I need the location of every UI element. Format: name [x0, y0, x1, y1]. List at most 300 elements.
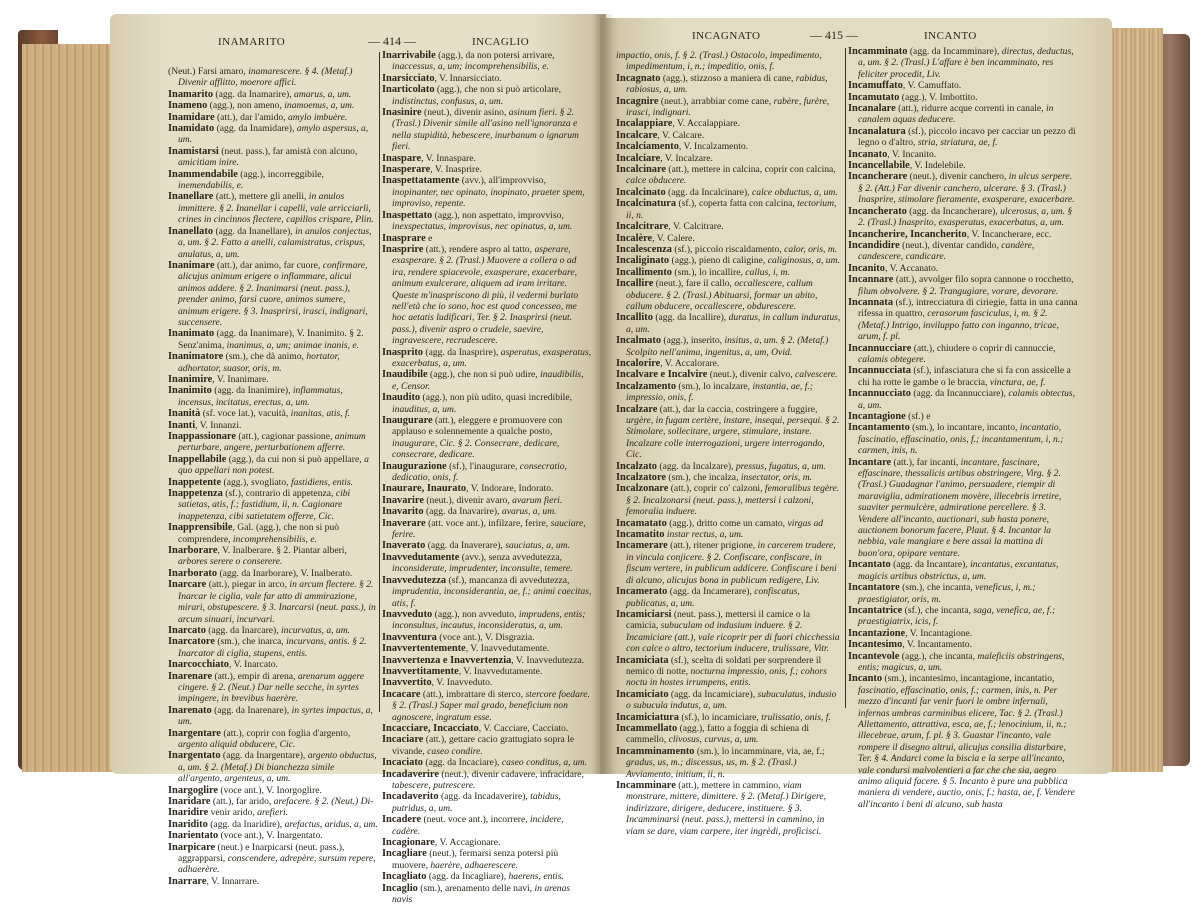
entry-definition: , V. Innarsicciato. — [434, 72, 502, 84]
entry-headword: Incalciamento — [616, 141, 679, 153]
entry-definition: (neut.), fare il callo, — [653, 278, 735, 290]
entry-headword: Incantevole — [848, 650, 900, 662]
left-page-column-2 — [382, 50, 592, 905]
dictionary-entry — [382, 666, 592, 677]
entry-definition: (agg. da Inamarire), — [213, 88, 295, 100]
entry-latin: occallescere, callum obducere. § 2. (Trasl.) Abituarsi, formar un abito, callum obducere, occallescere, obdurescere. — [626, 278, 818, 312]
dictionary-entry — [168, 807, 378, 818]
entry-latin: rabidus, rabiosus, a, um. — [626, 72, 828, 96]
dictionary-entry — [382, 643, 592, 654]
entry-definition: , V. Inasprire. — [430, 164, 482, 176]
entry-definition: , V. Incantagione. — [905, 627, 973, 639]
entry-definition: (att.), piegar in arco, — [206, 579, 290, 591]
dictionary-entry — [848, 46, 1078, 80]
entry-latin: in arcum flectere. § 2. Inarcar le ciglia, vale far atto di ammirazione, mirari, obstupescere. § 3. Inarcarsi (neut. pass.), in arcum sinuari, incurvari. — [178, 579, 376, 625]
entry-latin: filum obvolvere. § 2. Trangugiare, vorare, devorare. — [858, 285, 1059, 297]
entry-headword: Incannucciata — [848, 365, 911, 377]
entry-headword: Incalcinato — [616, 186, 666, 198]
entry-definition: (att.), ritener prigione, — [667, 540, 758, 552]
entry-headword: Incannucciato — [848, 388, 911, 400]
entry-headword: Inappellabile — [168, 453, 227, 465]
entry-definition: , V. Inarcato. — [229, 659, 278, 671]
entry-definition: (sm.), lo incantare, incanto, — [909, 422, 1020, 434]
entry-headword: Inanimatore — [168, 351, 224, 363]
entry-latin: inanimus, a, um; animae inanis, e. — [226, 339, 360, 351]
entry-headword: Incamiciarsi — [616, 608, 672, 620]
entry-definition: (neut. voce ant.), incorrere, — [421, 814, 531, 826]
entry-headword: Incagliare — [382, 848, 427, 860]
entry-definition: , V. Incalzamento. — [678, 141, 749, 153]
entry-latin: incantatus, excantatus, magicis artibus obstrictus, a, um. — [858, 559, 1059, 582]
entry-latin: caseo condire. — [427, 745, 483, 757]
entry-latin: subuculam od indusium induere. § 2. Incamiciare (att.), vale ricoprir per di fuori chicchessia con calce o altro, tectorium inducere, trulissare, Vitr. — [626, 620, 840, 655]
entry-headword: Incalorire — [616, 357, 661, 369]
dictionary-entry — [616, 335, 842, 358]
dictionary-entry — [168, 819, 378, 830]
dictionary-entry — [168, 796, 378, 807]
entry-headword: Inanimire — [168, 373, 213, 385]
dictionary-entry — [848, 206, 1078, 229]
dictionary-entry — [382, 723, 592, 734]
entry-definition: (agg. da Incagliare), — [426, 871, 509, 883]
entry-definition: (att.), coprir con foglia d'argento, — [220, 727, 351, 739]
dictionary-entry — [382, 153, 592, 164]
dictionary-entry — [616, 187, 842, 198]
entry-latin: incomprehensibilis, e. — [232, 533, 317, 545]
dictionary-entry — [168, 100, 378, 111]
dictionary-entry — [848, 126, 1078, 149]
entry-definition: (neut.), fermarsi senza potersi più muovere, — [392, 848, 559, 871]
entry-definition: (agg. da Incadaverire), — [438, 791, 531, 803]
entry-definition: (agg.), che non si può udire, — [427, 369, 541, 381]
entry-definition: (agg. da Inasprire), — [423, 346, 501, 358]
entry-headword: Inavventura — [382, 631, 437, 643]
entry-definition: (agg. da Inargentare), — [220, 750, 308, 762]
entry-headword: Inavvedutamente — [382, 551, 460, 563]
entry-definition: (agg. da Inamidare), — [214, 123, 297, 135]
entry-latin: inauditus, a, um. — [392, 403, 457, 415]
dictionary-entry — [616, 221, 842, 232]
entry-latin: calvescere. — [795, 369, 838, 381]
entry-latin: caseo conditus, a, um. — [501, 757, 588, 769]
entry-headword: Inavvedutezza — [382, 574, 447, 586]
entry-headword: Incamatato — [616, 517, 667, 529]
entry-headword: Incantare — [848, 456, 892, 468]
dictionary-entry — [616, 153, 842, 164]
entry-latin: fascinatio, effascinatio, onis, f.; carmen, inis, n. Per mezzo d'incanti far venir fuori le ombre infernali, infernas umbras carminibus elicere, Tac. § 2. (Trasl.) Allettamento, attrattiva, esca, ae, f.; lenocinium, ii, n.; illecebrae, arum, f. pl. § 3. Guastar l'incanto, vale rompere il disegno altrui, alicujus consilia disturbare, Ter. § 4. Andarci come la biscia e la serpe all'incanto, vale condursi malvolentieri a far che che sia, aegro animo aliquid facere. § 5. Incanto è pure una pubblica maniera di vendere, auctio, onis, f.; hasta, ae, f. Vendere all'incanto i beni di alcuno, sub hasta — [858, 684, 1075, 810]
dictionary-entry — [382, 518, 592, 541]
dictionary-entry — [848, 365, 1078, 388]
dictionary-entry — [848, 673, 1078, 810]
entry-headword: Incantatrice — [848, 604, 903, 616]
entry-headword: Inasprare — [382, 232, 426, 244]
entry-definition: (agg.), stizzoso a maniera di cane, — [660, 72, 796, 84]
entry-headword: Inanellare — [168, 191, 214, 203]
dictionary-entry — [616, 586, 842, 609]
entry-definition: (agg. da Inarcare), — [205, 624, 282, 636]
entry-definition: (sm.), arenamento delle navi, — [417, 882, 535, 894]
right-column-rule — [845, 48, 846, 708]
entry-headword: Incamerato — [616, 586, 668, 598]
dictionary-entry — [616, 461, 842, 472]
entry-headword: Inanellato — [168, 225, 214, 237]
entry-latin: pressus, fugatus, a, um. — [735, 460, 826, 472]
entry-definition: (att.), dar l'amido, — [214, 111, 288, 123]
dictionary-entry — [168, 568, 378, 579]
dictionary-entry — [616, 130, 842, 141]
dictionary-entry — [382, 73, 592, 84]
entry-headword: Inaugurare — [382, 415, 433, 426]
dictionary-entry — [616, 50, 842, 73]
entry-latin: viam monstrare, mittere, dimittere. § 2. (Metaf.) Dirigere, indirizzare, dirigere, deducere, instituere. § 3. Incamminarsi (neut. pass.), mettersi in cammino, in viam se dare, viam carpere, iter ingrèdi, proficisci. — [626, 780, 827, 837]
entry-definition: (sf.), intrecciatura di ciriegie, fatta in una canna rifessa in quattro, — [858, 296, 1078, 320]
entry-definition: (att.), mettere gli anelli, — [213, 191, 309, 203]
entry-latin: duratus, in callum induratus, a, um. — [626, 312, 841, 335]
left-page-column-1 — [168, 66, 378, 887]
entry-headword: Inaridire — [168, 807, 209, 819]
entry-headword: Incantazione — [848, 627, 906, 639]
dictionary-entry — [616, 118, 842, 129]
entry-latin: arenarum aggere cingere. § 2. (Neut.) Dar nelle secche, in syrtes impingere, in brevibus haerère. — [178, 670, 365, 705]
entry-latin: avarum fieri. — [512, 494, 563, 506]
dictionary-entry — [848, 388, 1078, 411]
entry-headword: Inammendabile — [168, 168, 238, 180]
entry-latin: calor, oris, m. — [784, 243, 838, 255]
entry-definition: , Gal. (agg.), che non si può comprendere, — [178, 522, 340, 545]
entry-latin: trulissatio, onis, f. — [761, 711, 831, 723]
entry-definition: , V. Incantamento. — [902, 639, 972, 651]
dictionary-entry — [616, 233, 842, 244]
entry-headword: Incanalare — [848, 103, 896, 115]
entry-headword: Incacare — [382, 688, 421, 700]
dictionary-entry — [168, 260, 378, 328]
entry-headword: Incallire — [616, 278, 654, 290]
dictionary-entry — [168, 351, 378, 374]
entry-headword: Inarpicare — [168, 841, 216, 853]
dictionary-entry — [616, 381, 842, 404]
entry-headword: Incantesimo — [848, 639, 903, 651]
dictionary-entry — [382, 575, 592, 609]
entry-headword: Incamuffato — [848, 80, 903, 92]
entry-definition: , V. Accagionare. — [434, 837, 501, 849]
entry-definition: (Neut.) Farsi amaro, — [168, 66, 249, 77]
entry-latin: conscendere, adrepère, sursum repere, adhaerère. — [178, 853, 376, 876]
dictionary-entry — [168, 89, 378, 100]
dictionary-entry — [616, 141, 842, 152]
dictionary-entry — [848, 160, 1078, 171]
entry-headword: Incannare — [848, 274, 894, 286]
entry-latin: cerasorum fasciculus, i, m. § 2. (Metaf.) Intrigo, inviluppo fatto con inganno, tricae, arum, f. pl. — [858, 308, 1059, 343]
entry-latin: in canalem aquas deducere. — [858, 103, 1054, 126]
entry-latin: in ulcus serpere. § 2. (Att.) Far divenir canchero, ulcerare. § 3. (Trasl.) Inasprire, stimolare fieramente, exasperare, exacerbare. — [858, 171, 1075, 206]
dictionary-entry — [848, 171, 1078, 205]
entry-definition: , V. Indelebile. — [909, 160, 966, 172]
dictionary-entry — [382, 757, 592, 768]
dictionary-entry — [848, 80, 1078, 91]
dictionary-entry — [616, 483, 842, 517]
entry-definition: (neut.), divenir canchero, — [907, 171, 1009, 183]
dictionary-entry — [848, 274, 1078, 297]
entry-definition: (att.), chiudere o coprir di cannuccie, — [911, 342, 1056, 354]
entry-headword: Incadere — [382, 814, 422, 826]
right-running-head-first: INCAGNATO — [692, 30, 761, 42]
book-gutter — [592, 14, 614, 774]
entry-latin: incidere, cadère. — [392, 814, 564, 837]
entry-headword: Incallito — [616, 312, 653, 324]
entry-definition: venir arido, — [208, 807, 258, 819]
entry-headword: Inaspettatamente — [382, 175, 460, 187]
entry-definition: (att.), ridurre acque correnti in canale, — [895, 103, 1046, 115]
entry-latin: subuculatus, indusio o subucula indutus, a, um. — [626, 688, 837, 712]
entry-definition: (agg. da Inanellare), — [213, 225, 296, 237]
dictionary-entry — [168, 408, 378, 419]
entry-headword: Inaspettato — [382, 209, 433, 221]
entry-definition: (att.), rendere aspro al tatto, — [423, 243, 535, 255]
entry-headword: Inarborare — [168, 545, 218, 557]
entry-definition: (att.), mettere in cammino, — [675, 780, 783, 791]
entry-definition: , V. Inalberare. § 2. Piantar alberi, — [217, 545, 347, 557]
entry-headword: Incamminamento — [616, 745, 695, 757]
entry-latin: tectorium, ii, n. — [626, 198, 837, 221]
entry-headword: Incalescenza — [616, 243, 672, 255]
entry-definition: (agg. da Incallire), — [652, 312, 729, 324]
entry-headword: Incalmato — [616, 335, 662, 347]
dictionary-entry — [168, 385, 378, 408]
entry-definition: (att.), avvolger filo sopra cannone o rocchetto, — [893, 274, 1074, 286]
dictionary-entry — [848, 103, 1078, 126]
entry-latin: inemendabilis, e. — [178, 180, 244, 192]
entry-latin: arbores serere o conserere. — [178, 556, 283, 568]
entry-latin: impactio, onis, f. § 2. (Trasl.) Ostacolo, impedimento, impedimentum, i, n.; impeditio, onis, f. — [616, 50, 822, 73]
dictionary-entry — [382, 483, 592, 494]
entry-headword: Inaurare, Inaurato — [382, 483, 467, 495]
entry-definition: (sf.), scelta di soldati per sorprendere il nemico di notte, — [626, 654, 822, 677]
entry-definition: (agg.), inserito, — [661, 335, 725, 347]
entry-definition: (voce ant.), V. Inorgoglire. — [218, 784, 322, 796]
entry-definition: , V. Camuffato. — [902, 80, 962, 92]
entry-latin: in anulos immittere. § 2. Inanellar i capelli, vale arricciarli, crines in cincinnos flectere, capillos crispare, Plin. — [178, 191, 374, 226]
entry-definition: , V. Accalappiare. — [672, 118, 740, 130]
entry-definition: (agg. da Incalcinare), — [665, 186, 752, 198]
entry-definition: (agg. da Inarborare), V. Inalberato. — [217, 567, 353, 579]
entry-headword: Incamminato — [848, 46, 908, 57]
entry-latin: gradus, us, m.; discessus, us, m. § 2. (Trasl.) Avviamento, initium, ii, n. — [626, 757, 797, 780]
dictionary-entry — [168, 705, 378, 728]
entry-definition: (agg. da Incamminare), — [907, 46, 1002, 57]
dictionary-entry — [382, 677, 592, 688]
entry-headword: Inarrivabile — [382, 50, 436, 61]
entry-definition: (sf.), coperta fatta con calcina, — [676, 198, 798, 210]
entry-headword: Incanalatura — [848, 125, 906, 137]
entry-latin: inaccessus, a, um; incomprehensibilis, e. — [392, 61, 549, 73]
dictionary-entry — [616, 723, 842, 746]
entry-definition: (sf. voce lat.), vacuità, — [200, 408, 291, 420]
dictionary-entry — [382, 107, 592, 153]
entry-definition: (agg. da Inanimare), V. Inanimito. § 2. Senz'anima, — [178, 328, 364, 351]
entry-definition: (sf.), mancanza di avvedutezza, — [446, 574, 570, 586]
entry-headword: Inarrare — [168, 875, 207, 887]
entry-latin: in carcerem trudere, in vincula conjicere. § 2. Confiscare, confiscare, in fiscum vertere, in publicum addicere. Confiscare i beni di alcuno, alicujus bona in publicum redigere, Liv. — [626, 540, 837, 586]
entry-headword: Incamiciatura — [616, 711, 679, 723]
entry-headword: Inaugurazione — [382, 460, 447, 472]
entry-headword: Inavarire — [382, 494, 424, 506]
dictionary-entry — [168, 112, 378, 123]
entry-definition: (neut.), divenir calvo, — [707, 369, 796, 381]
dictionary-entry — [168, 374, 378, 385]
dictionary-entry — [168, 454, 378, 477]
dictionary-entry — [382, 769, 592, 792]
entry-headword: Incalciare — [616, 152, 661, 164]
entry-headword: Incanto — [848, 673, 883, 685]
entry-definition: , V. Calcitrare. — [668, 221, 724, 233]
entry-headword: Incagliato — [382, 871, 427, 883]
entry-latin: cibi satietas, atis, f.; fastidium, ii, n. Cagionare inappetenza, cibi satietatem offerre, Cic. — [178, 488, 351, 522]
entry-headword: Inamidare — [168, 111, 215, 123]
right-page-column-1 — [616, 50, 842, 837]
dictionary-entry — [168, 545, 378, 568]
entry-latin: clivosus, curvus, a, um. — [668, 734, 759, 746]
entry-headword: Inasinire — [382, 107, 422, 119]
dictionary-entry — [382, 506, 592, 517]
entry-headword: Inamistarsi — [168, 145, 219, 157]
entry-headword: Inaverare — [382, 517, 426, 529]
dictionary-entry — [616, 540, 842, 586]
entry-headword: Incamatito — [616, 529, 665, 541]
entry-latin: ulcerosus, a, um. § 2. (Trasl.) Inasprito, exasperatus, exacerbatus, a, um. — [858, 205, 1073, 229]
entry-headword: Incagnire — [616, 95, 659, 107]
entry-latin: inamarescere. § 4. (Metaf.) Divenir afflitto, moerore affici. — [178, 66, 353, 89]
entry-headword: Inaspare — [382, 152, 422, 164]
entry-headword: Incancherare — [848, 171, 908, 183]
dictionary-entry — [382, 347, 592, 370]
entry-headword: Inaudibile — [382, 369, 428, 381]
entry-headword: Inarcato — [168, 624, 206, 636]
entry-definition: (agg. da Incamiciare), — [668, 688, 758, 700]
dictionary-entry — [848, 411, 1078, 422]
entry-definition: (agg.), V. Imbottito. — [899, 91, 978, 103]
entry-definition: (agg.), che incanta, — [899, 650, 978, 662]
dictionary-entry — [616, 655, 842, 689]
entry-latin: inflammatus, incensus, incitatus, erectus, a, um. — [178, 385, 343, 408]
left-running-head-first: INAMARITO — [218, 36, 286, 48]
entry-definition: , V. Inavvedutamente. — [458, 665, 543, 677]
entry-definition: (agg.), non ameno, — [207, 100, 285, 112]
entry-headword: Incandidire — [848, 239, 900, 251]
entry-definition: (agg. da Incalzare), — [656, 460, 736, 472]
entry-latin: argento aliquid obducere, Cic. — [178, 738, 296, 750]
dictionary-entry — [616, 689, 842, 712]
dictionary-entry — [168, 625, 378, 636]
entry-latin: inopinanter, nec opinato, inopinato, praeter spem, improviso, repente. — [392, 186, 585, 210]
entry-definition: (neut.), arrabbiar come cane, — [658, 95, 774, 107]
entry-definition: , V. Cacciare, Cacciato. — [478, 722, 569, 734]
dictionary-entry — [168, 146, 378, 169]
dictionary-entry — [168, 636, 378, 659]
entry-definition: (att.), gettare cacio grattugiato sopra le vivande, — [392, 734, 575, 757]
entry-headword: Inaudito — [382, 392, 421, 404]
dictionary-entry — [382, 369, 592, 392]
entry-latin: calamis obtegere. — [858, 353, 926, 365]
entry-latin: amicitiam inire. — [178, 157, 239, 169]
dictionary-entry — [616, 73, 842, 96]
entry-headword: Inanti — [168, 419, 196, 431]
entry-definition: (agg. da Inarenare), — [211, 704, 292, 716]
dictionary-entry — [848, 343, 1078, 366]
entry-headword: Incamiciata — [616, 654, 669, 666]
dictionary-entry — [168, 66, 378, 89]
entry-headword: Inarborato — [168, 567, 218, 579]
entry-latin: arefacere. § 2. (Neut.) Di- — [273, 796, 374, 807]
entry-headword: Incantagione — [848, 411, 906, 422]
entry-definition: (agg.), dritto come un camato, — [666, 517, 788, 529]
dictionary-entry — [616, 278, 842, 312]
dictionary-entry — [168, 226, 378, 260]
entry-headword: Incannucciare — [848, 342, 912, 354]
entry-definition: (agg.), incorreggibile, — [237, 168, 324, 180]
dictionary-entry — [382, 84, 592, 107]
entry-headword: Incalvare e Incalvire — [616, 369, 708, 381]
dictionary-entry — [168, 431, 378, 454]
entry-definition: , V. Incalzare. — [660, 152, 713, 164]
entry-definition: (avv.), all'improvviso, — [459, 175, 546, 187]
dictionary-entry — [168, 420, 378, 431]
entry-headword: Incacciare, Incacciato — [382, 722, 479, 734]
entry-headword: Inanimato — [168, 328, 215, 340]
entry-definition: (voce ant.), V. Disgrazia. — [436, 631, 535, 643]
entry-definition: (att.), eleggere e promuovere con applauso e solennemente a qualche posto, — [392, 415, 563, 438]
entry-definition: (sm.), che inarca, — [214, 636, 287, 648]
entry-headword: Incanito — [848, 262, 885, 274]
dictionary-entry — [848, 457, 1078, 560]
entry-headword: Incaglio — [382, 882, 418, 894]
entry-definition: (agg.), svogliato, — [221, 476, 291, 488]
entry-latin: arefactus, aridus, a, um. — [284, 818, 378, 830]
entry-headword: Inarcatore — [168, 636, 215, 648]
entry-latin: incurvans, antis. § 2. Inarcator di ciglia, stupens, entis. — [178, 636, 367, 659]
entry-definition: (agg. da Incaciare), — [422, 757, 502, 769]
dictionary-entry — [382, 609, 592, 632]
dictionary-entry — [382, 734, 592, 757]
entry-headword: Incaciato — [382, 757, 423, 769]
entry-definition: (agg. da Inaverare), — [425, 540, 506, 552]
entry-headword: Incancherire, Incancherito — [848, 228, 967, 240]
entry-latin: confirmare, alicujus animum erigere o inflammare, alicui animos addere. § 2. Inanimarsi (neut. pass.), prender animo, farsi cuore, animos sumere, animum erigere. § 3. Inasprirsi, irasci, indignari, succensere. — [178, 259, 368, 328]
entry-headword: Inanimare — [168, 259, 215, 271]
dictionary-entry — [382, 210, 592, 233]
entry-headword: Inaridare — [168, 796, 211, 807]
dictionary-entry — [848, 422, 1078, 456]
entry-latin: asperatus, exasperatus, exacerbatus, a, um. — [392, 346, 592, 369]
entry-headword: Incadaverire — [382, 768, 439, 780]
entry-headword: Incamerare — [616, 540, 668, 552]
entry-headword: Incantamento — [848, 422, 910, 434]
dictionary-entry — [616, 529, 842, 540]
entry-latin: argento obductus, a, um. § 2. (Metaf.) Di bianchezza simile all'argento, argenteus, a, um. — [178, 750, 377, 785]
entry-latin: nocturna impressio, onis, f.; cohors noctu in hostes irrumpens, entis. — [626, 665, 827, 689]
entry-definition: (agg.), da non potersi arrivare, — [435, 50, 555, 61]
entry-definition: (sm.), lo incalzare, — [676, 380, 753, 392]
entry-definition: , V. Inavvedutamente. — [465, 643, 550, 655]
entry-headword: Incanato — [848, 148, 888, 160]
entry-latin: asperare, exasperare. § 2. (Trasl.) Muovere a collera o ad ira, rendere spiacevole, exasperare, exacerbare, animum exulcerare, aliquem ad iram irritare. Queste m'inaspriscono di più, il vedermi burlato nell'età che io sono, hoc est quod concesseo, me hoc aetatis ludificari, Ter. § 2. Inasprirsi (neut. pass.), divenir aspro o crudele, saevire, ingravescere, recrudescere. — [392, 243, 579, 347]
entry-headword: Incalère — [616, 232, 653, 244]
entry-latin: haerens, entis. — [508, 871, 564, 883]
dictionary-entry — [848, 651, 1078, 674]
dictionary-entry — [616, 312, 842, 335]
entry-headword: Inavveduto — [382, 608, 433, 620]
dictionary-entry — [848, 240, 1078, 263]
entry-latin: sauciatus, a, um. — [505, 540, 570, 552]
